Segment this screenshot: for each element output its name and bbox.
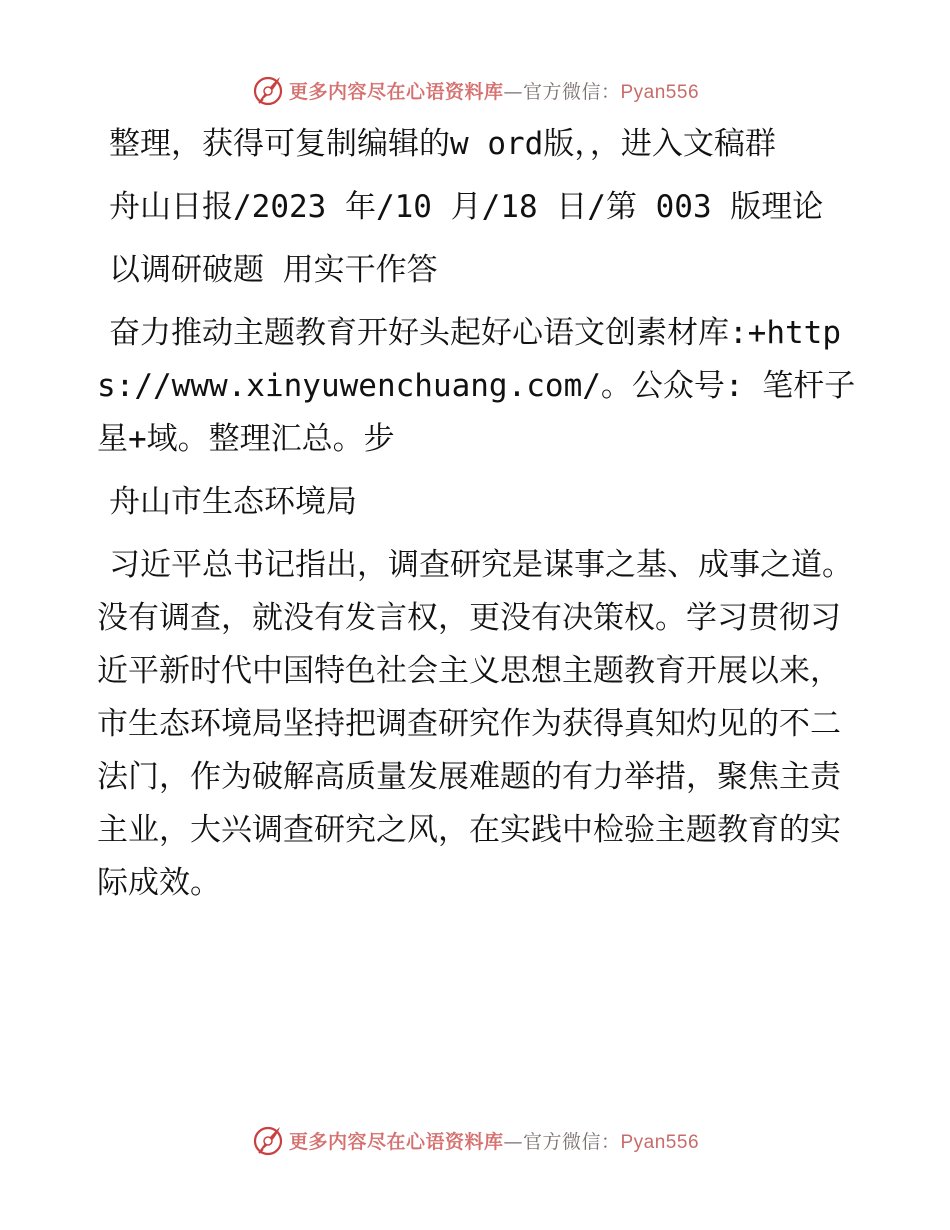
paragraph-body-text: 习近平总书记指出，调查研究是谋事之基、成事之道。没有调查，就没有发言权，更没有决策权。学习贯彻习近平新时代中国特色社会主义思想主题教育开展以来，市生态环境局坚持把调查研究作为获得真知灼见的不二法门，作为破解高质量发展难题的有力举措，聚焦主责主业，大兴调查研究之风，在实践中检验主题教育的实际成效。 [97,547,853,901]
banner-wechat-handle: Pyan556 [620,81,700,103]
footer-banner [0,1120,950,1160]
paragraph-author: 舟山市生态环境局 [109,484,357,520]
paragraph-subtitle-promo: 奋力推动主题教育开好头起好心语文创素材库:+https://www.xinyuwenchuang.com/。公众号: 笔杆子星+域。整理汇总。步 [97,315,856,457]
quill-pen-logo-icon [251,73,285,107]
banner-official-text: —官方微信： [503,1130,621,1153]
document-body [97,118,857,920]
paragraph-source-line: 舟山日报/2023 年/10 月/18 日/第 003 版理论 [109,189,824,225]
quill-pen-logo-icon [251,1123,285,1157]
banner-site-text: 更多内容尽在心语资料库 [288,1130,504,1153]
banner-site-text: 更多内容尽在心语资料库 [288,80,504,103]
banner-official-text: —官方微信： [503,80,621,103]
paragraph-word-notice: 整理，获得可复制编辑的w ord版，，进入文稿群 [109,126,776,162]
banner-wechat-handle: Pyan556 [620,1131,700,1153]
banner-text [289,77,699,104]
header-banner [0,70,950,110]
paragraph-title: 以调研破题 用实干作答 [109,252,438,288]
banner-text [289,1127,699,1154]
